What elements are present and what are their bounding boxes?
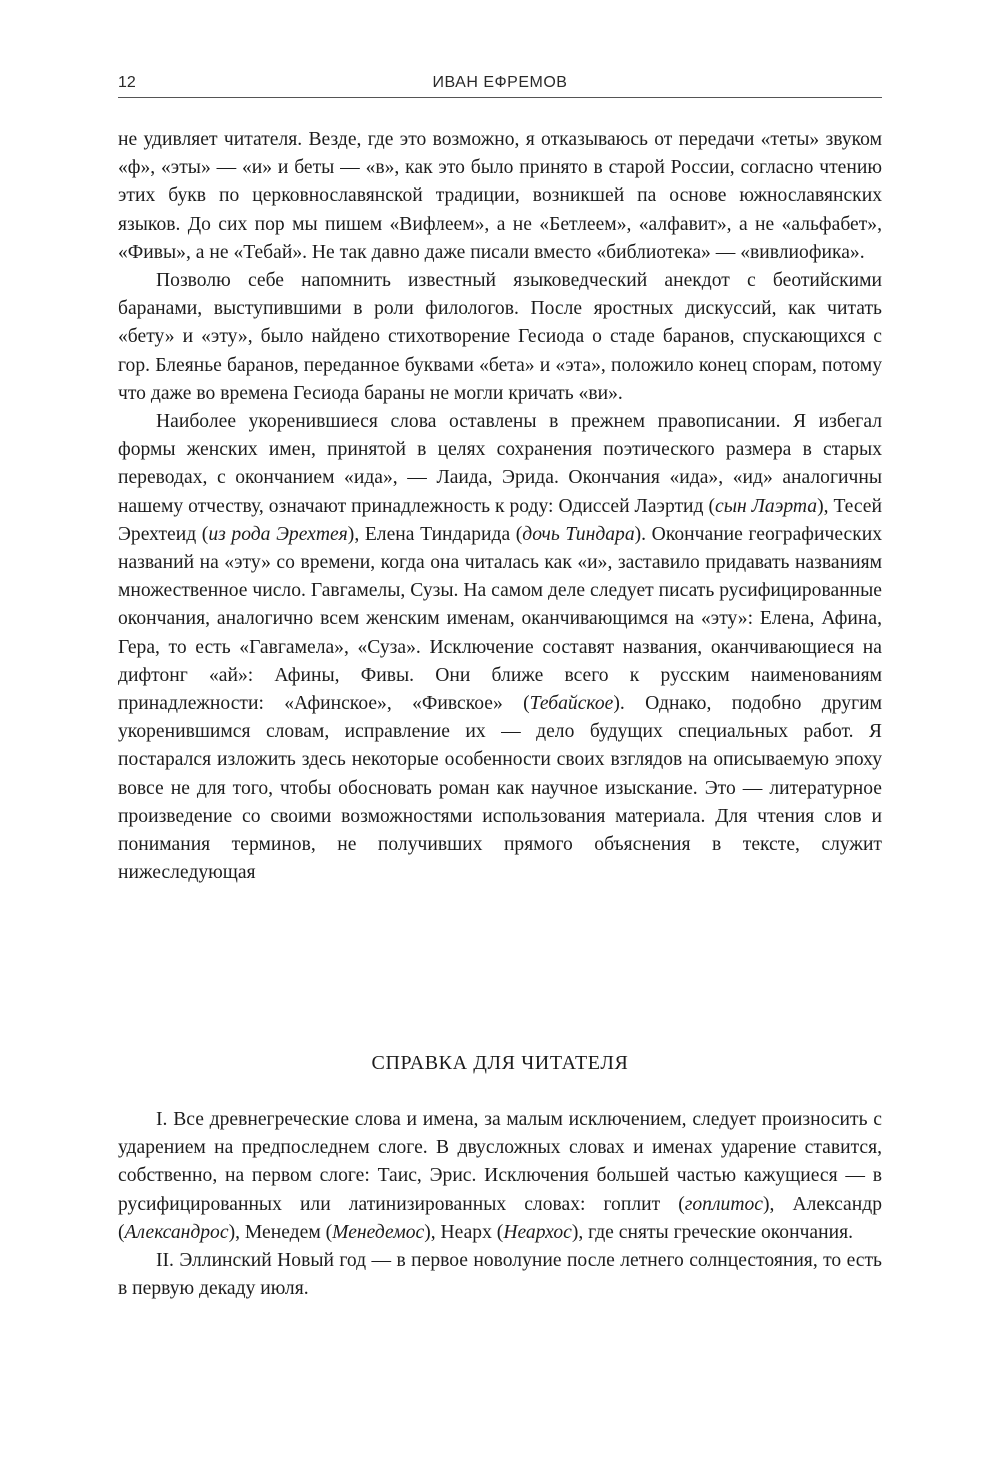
paragraph-3-italic-1: сын Лаэрта xyxy=(715,495,818,517)
paragraph-3-text-a: Наиболее укоренившиеся слова оставлены в прежнем правописании. Я избегал формы женских имен, принятой в целях сохранения поэтического размера в старых переводах, с окончанием «ида», — Лаида, Эрида. Окончания «ида», «ид» аналогичны нашему отчеству, означают принадлежность к роду: Одиссей Лаэртид ( xyxy=(118,411,882,517)
paragraph-1: не удивляет читателя. Везде, где это возможно, я отказываюсь от передачи «теты» звуком «ф», «эты» — «и» и беты — «в», как это было принято в старой России, согласно чтению этих букв по церковнославянской традиции, возникшей па основе южнославянских языков. До сих пор мы пишем «Вифлеем», а не «Бетлеем», «алфавит», а не «альфабет», «Фивы», а не «Тебай». Не так давно даже писали вместо «библиотека» — «вивлиофика». xyxy=(118,129,882,263)
paragraph-3-text-c: ), Елена Тиндарида ( xyxy=(347,523,523,545)
running-head xyxy=(118,72,882,96)
reference-item-1-text-c: ), Менедем ( xyxy=(228,1221,333,1243)
main-text xyxy=(118,126,882,887)
paragraph-3-italic-3: дочь Тиндара xyxy=(522,523,635,545)
reference-item-1-text-d: ), Неарх ( xyxy=(424,1221,504,1243)
reference-item-1-italic-3: Менедемос xyxy=(332,1221,425,1243)
paragraph-3-italic-2: из рода Эрехтея xyxy=(208,523,348,545)
reference-item-1 xyxy=(118,1106,882,1247)
reference-text xyxy=(118,1106,882,1303)
reference-item-1-text-e: ), где сняты греческие окончания. xyxy=(571,1221,854,1243)
paragraph-3-text-d: ). Окончание географических названий на «эту» со времени, когда она читалась как «и», заставило придавать названиям множественное число. Гавгамелы, Сузы. На самом деле следует писать русифицированные окончания, аналогично всем женским именам, оканчивающимся на «эту»: Елена, Афина, Гера, то есть «Гавгамела», «Суза». Исключение составят названия, оканчивающиеся на дифтонг «ай»: Афины, Фивы. Они ближе всего к русским наименованиям принадлежности: «Афинское», «Фивское» ( xyxy=(118,523,882,715)
paragraph-3-text-b: ), Тесей Эрехтеид ( xyxy=(118,495,882,545)
paragraph-3-italic-4: Тебайское xyxy=(529,693,614,715)
reference-item-1-text-b: ), Александр ( xyxy=(118,1193,882,1243)
reference-item-1-italic-1: гоплитос xyxy=(684,1193,763,1215)
running-title: ИВАН ЕФРЕМОВ xyxy=(432,74,568,91)
header-rule xyxy=(118,97,882,98)
paragraph-2: Позволю себе напомнить известный языковедческий анекдот с беотийскими баранами, выступившими в роли филологов. После яростных дискуссий, как читать «бету» и «эту», было найдено стихотворение Гесиода о стаде баранов, спускающихся с гор. Блеянье баранов, переданное буквами «бета» и «эта», положило конец спорам, потому что даже во времена Гесиода бараны не могли кричать «ви». xyxy=(118,270,882,404)
paragraph-3 xyxy=(118,408,882,887)
reference-item-1-italic-2: Александрос xyxy=(124,1221,229,1243)
reference-item-1-text-a: I. Все древнегреческие слова и имена, за малым исключением, следует произносить с ударением на предпоследнем слоге. В двусложных словах и именах ударение ставится, собственно, на первом слоге: Таис, Эрис. Исключения большей частью кажущиеся — в русифицированных или латинизированных словах: гоплит ( xyxy=(118,1109,882,1215)
page-number: 12 xyxy=(118,74,136,91)
reference-item-2: II. Эллинский Новый год — в первое новолуние после летнего солнцестояния, то есть в первую декаду июля. xyxy=(118,1250,882,1300)
paragraph-3-text-e: ). Однако, подобно другим укоренившимся словам, исправление их — дело будущих специальных работ. Я постарался изложить здесь некоторые особенности своих взглядов на описываемую эпоху вовсе не для того, чтобы обосновать роман как научное изыскание. Это — литературное произведение со своими возможностями использования материала. Для чтения слов и понимания терминов, не получивших прямого объяснения в тексте, служит нижеследующая xyxy=(118,693,882,884)
reference-item-1-italic-4: Неархос xyxy=(503,1221,572,1243)
book-page xyxy=(118,0,882,1467)
section-heading: СПРАВКА ДЛЯ ЧИТАТЕЛЯ xyxy=(371,1052,629,1074)
